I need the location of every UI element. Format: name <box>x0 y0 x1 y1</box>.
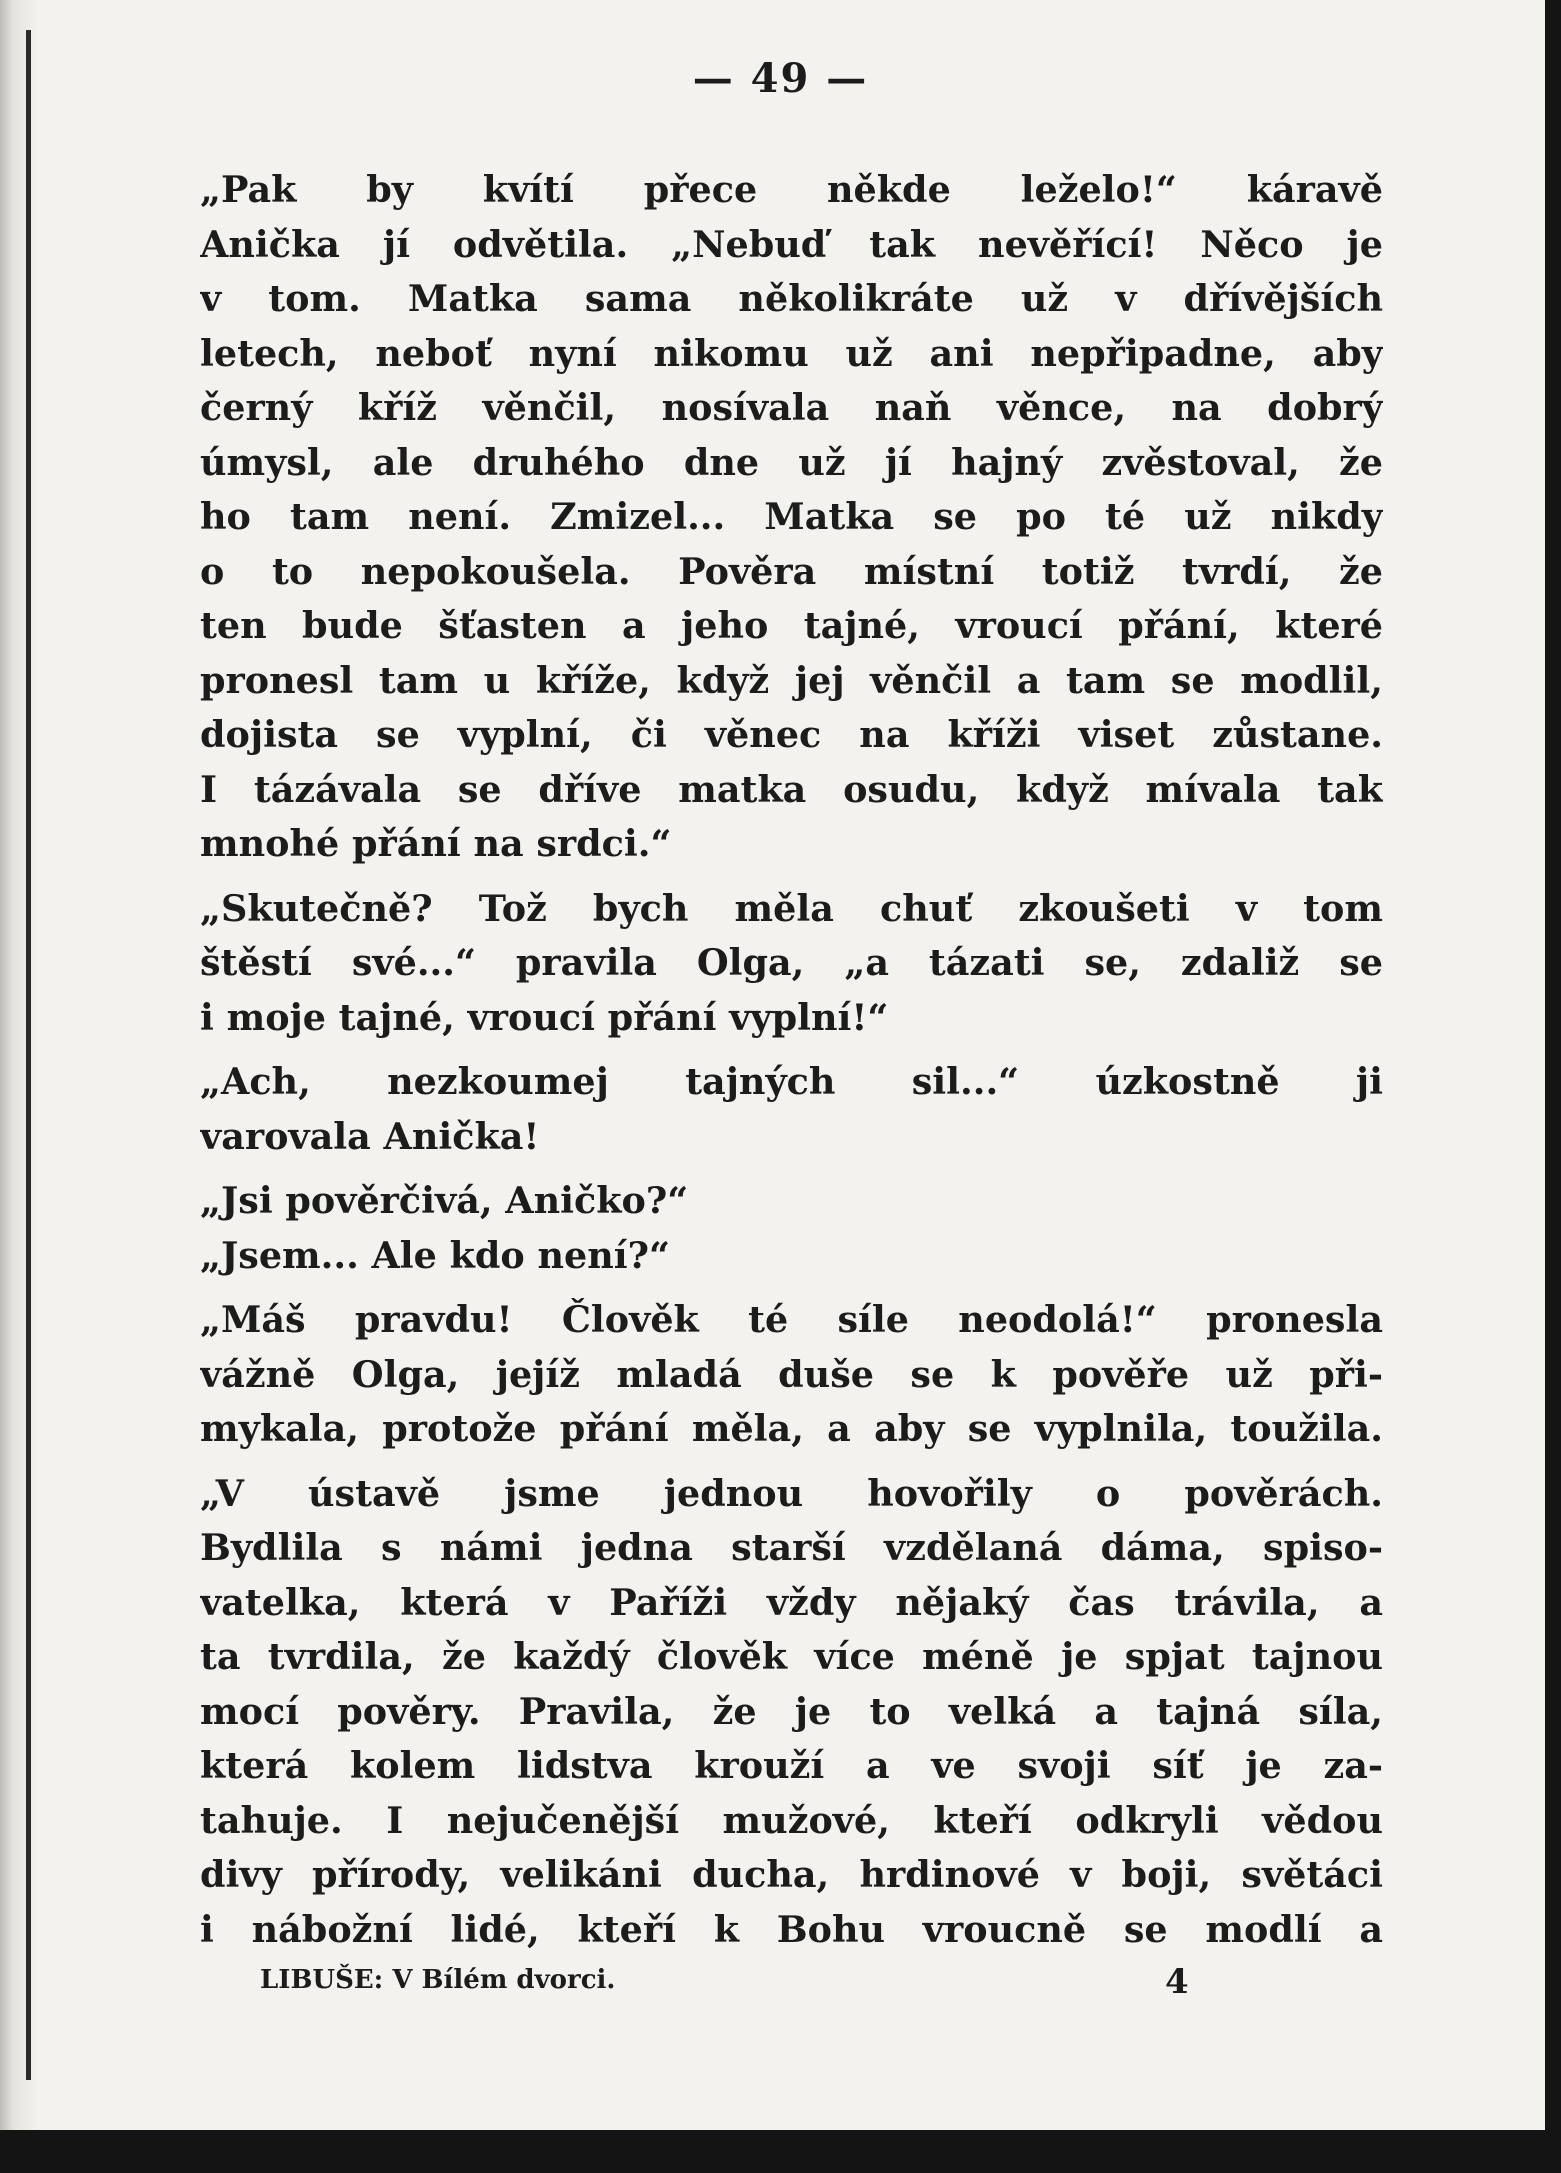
text-line: ho tam není. Zmizel... Matka se po té už nikdy <box>200 495 1383 538</box>
text-line: úmysl, ale druhého dne už jí hajný zvěstoval, že <box>200 440 1383 484</box>
text-line: divy přírody, velikáni ducha, hrdinové v boji, světáci <box>200 1853 1383 1896</box>
text-line: „Skutečně? Tož bych měla chuť zkoušeti v tom <box>200 886 1383 930</box>
binding-line <box>26 30 31 2080</box>
scan-edge-bottom <box>0 2130 1561 2173</box>
text-line: vatelka, která v Paříži vždy nějaký čas trávila, a <box>200 1580 1383 1624</box>
text-line: i nábožní lidé, kteří k Bohu vroucně se modlí a <box>200 1907 1383 1951</box>
paragraph-gap <box>200 1283 1383 1293</box>
footer-book-title: LIBUŠE: V Bílém dvorci. <box>260 1965 616 1995</box>
text-line: „Pak by kvítí přece někde leželo!“ káravě <box>200 168 1383 211</box>
text-line: mykala, protože přání měla, a aby se vyplnila, toužila. <box>200 1407 1383 1450</box>
text-line: „Ach, nezkoumej tajných sil...“ úzkostně ji <box>200 1060 1383 1103</box>
text-line: Bydlila s námi jedna starší vzdělaná dáma, spiso- <box>200 1526 1383 1569</box>
paragraph-gap <box>200 1164 1383 1174</box>
text-line: černý kříž věnčil, nosívala naň věnce, na dobrý <box>200 386 1383 429</box>
text-line: která kolem lidstva krouží a ve svoji síť je za- <box>200 1744 1383 1787</box>
text-line: Anička jí odvětila. „Nebuď tak nevěřící! Něco je <box>200 222 1383 266</box>
text-line: dojista se vyplní, či věnec na kříži viset zůstane. <box>200 713 1383 756</box>
page-binding <box>0 0 38 2130</box>
text-line: ta tvrdila, že každý člověk více méně je spjat tajnou <box>200 1635 1383 1678</box>
paragraph-gap <box>200 1045 1383 1055</box>
text-line: pronesl tam u kříže, když jej věnčil a tam se modlil, <box>200 658 1383 702</box>
text-line: „Jsem... Ale kdo není?“ <box>200 1233 671 1277</box>
text-line: i moje tajné, vroucí přání vyplní!“ <box>200 995 889 1039</box>
text-line: tahuje. I nejučenější mužové, kteří odkryli vědou <box>200 1798 1383 1842</box>
text-line: varovala Anička! <box>200 1114 540 1158</box>
text-line: mnohé přání na srdci.“ <box>200 822 672 865</box>
page-number: — 49 — <box>692 55 869 102</box>
text-line: „Máš pravdu! Člověk té síle neodolá!“ pronesla <box>200 1298 1383 1341</box>
text-line: o to nepokoušela. Pověra místní totiž tvrdí, že <box>200 549 1383 593</box>
text-line: mocí pověry. Pravila, že je to velká a tajná síla, <box>200 1689 1383 1733</box>
paragraph-gap <box>200 872 1383 882</box>
text-line: I tázávala se dříve matka osudu, když mívala tak <box>200 767 1383 811</box>
text-line: „Jsi pověrčivá, Aničko?“ <box>200 1179 689 1222</box>
text-line: letech, neboť nyní nikomu už ani nepřipadne, aby <box>200 331 1383 375</box>
text-line: ten bude šťasten a jeho tajné, vroucí přání, které <box>200 604 1383 647</box>
text-line: v tom. Matka sama několikráte už v dřívějších <box>200 277 1383 320</box>
text-line: vážně Olga, jejíž mladá duše se k pověře už při- <box>200 1352 1383 1396</box>
text-line: štěstí své...“ pravila Olga, „a tázati se, zdaliž se <box>200 941 1383 984</box>
scan-edge-right <box>1545 0 1561 2173</box>
paragraph-gap <box>200 1457 1383 1467</box>
text-line: „V ústavě jsme jednou hovořily o pověrách. <box>200 1471 1383 1515</box>
signature-mark: 4 <box>1165 1962 1189 2002</box>
body-text <box>200 163 1383 1957</box>
